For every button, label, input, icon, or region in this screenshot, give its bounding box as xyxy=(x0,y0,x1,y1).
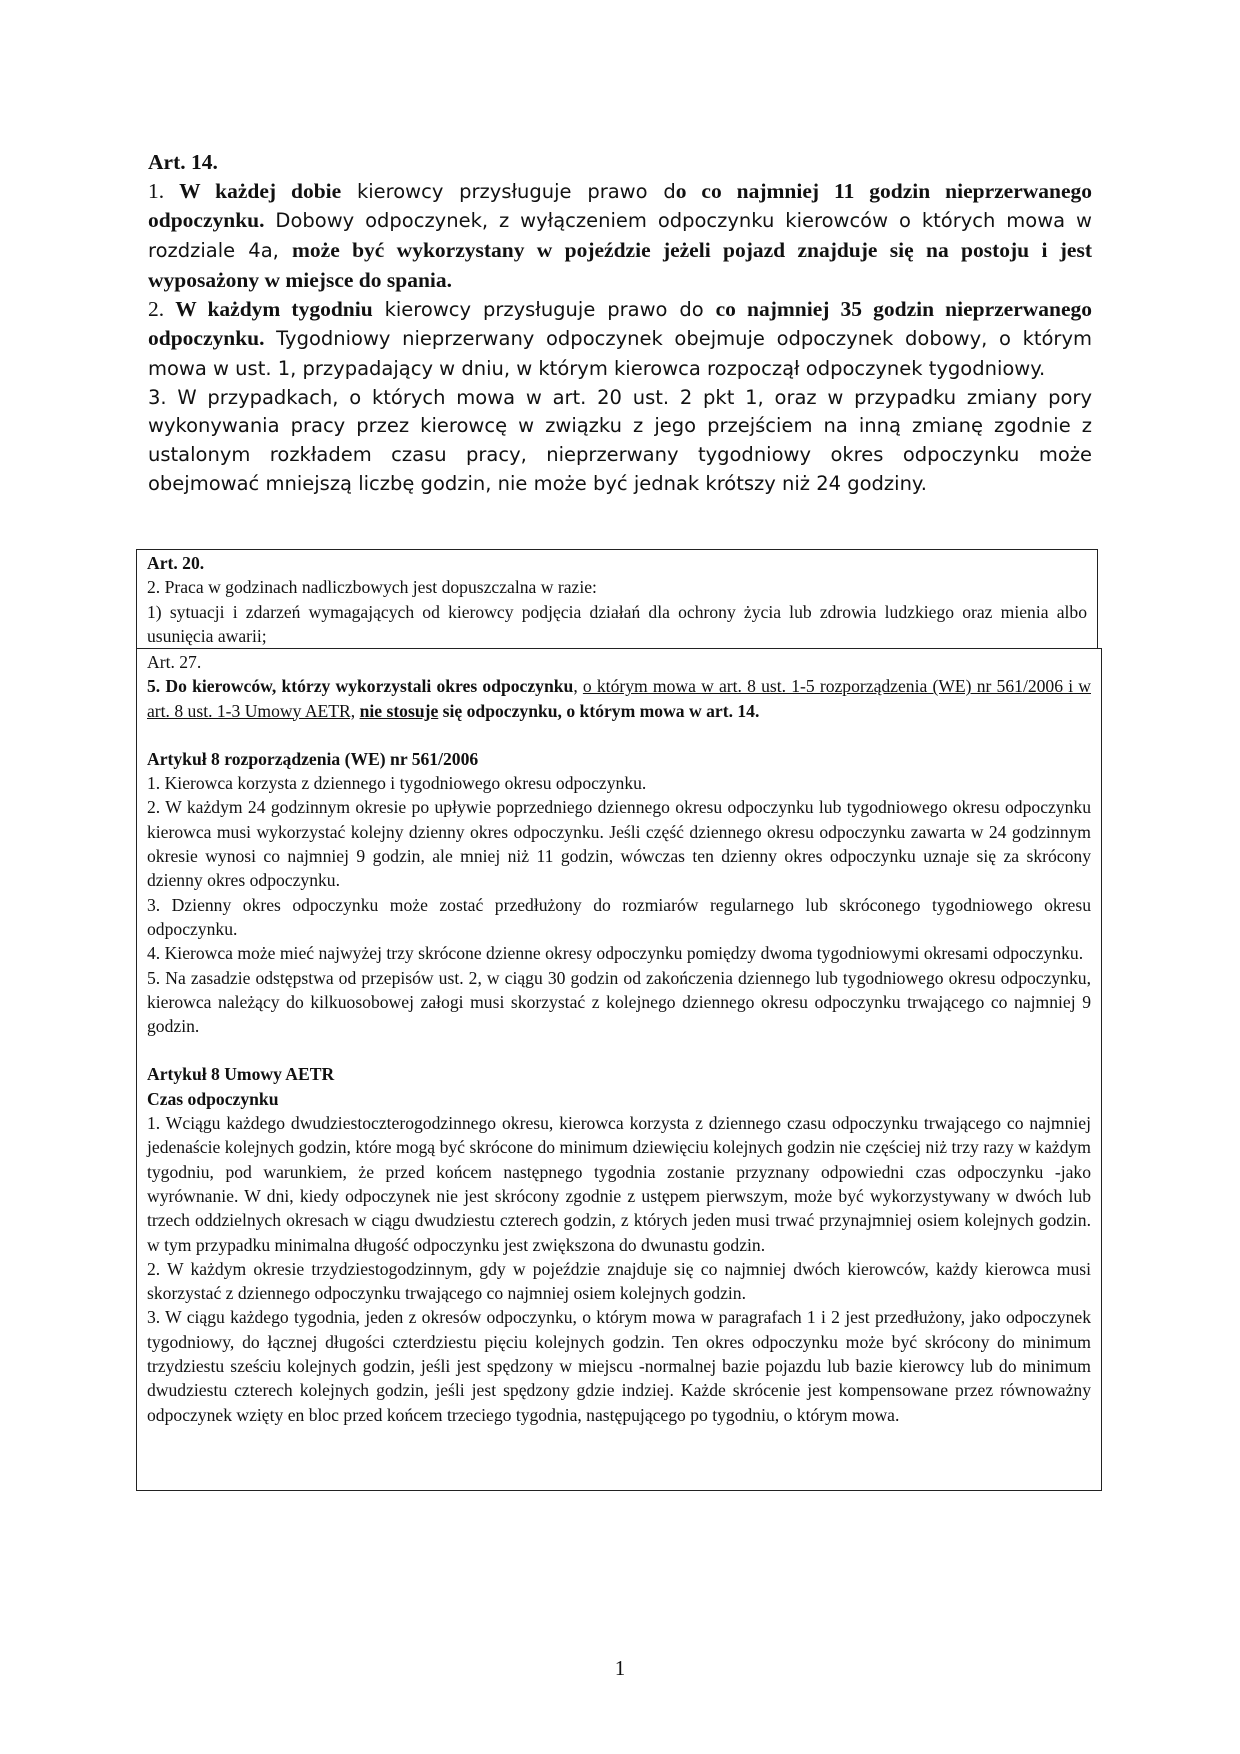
article-14-section xyxy=(148,148,1092,498)
regulation-561-item: 4. Kierowca może mieć najwyżej trzy skrócone dzienne okresy odpoczynku pomiędzy dwoma tygodniowymi okresami odpoczynku. xyxy=(147,943,1084,964)
article-20-box xyxy=(136,549,1098,649)
regulation-561-heading: Artykuł 8 rozporządzenia (WE) nr 561/2006 xyxy=(147,748,479,769)
article-14-paragraph-3: 3. W przypadkach, o których mowa w art. 20 ust. 2 pkt 1, oraz w przypadku zmiany pory wykonywania pracy przez kierowcę w związku z jego przejściem na inną zmianę zgodnie z ustalonym rozkładem czasu pracy, nieprzerwany tygodniowy okres odpoczynku może obejmować mniejszą liczbę godzin, nie może być jednak krótszy niż 24 godziny. xyxy=(148,385,1092,495)
page-number: 1 xyxy=(614,1656,626,1680)
regulation-561-item: 2. W każdym 24 godzinnym okresie po upływie poprzedniego dziennego okresu odpoczynku lub tygodniowego okresu odpoczynku kierowca musi wykorzystać kolejny dzienny okres odpoczynku. Jeśli część dziennego okresu odpoczynku zawarta w 24 godzinnym okresie wynosi co najmniej 9 godzin, ale mniej niż 11 godzin, wówczas ten dzienny okres odpoczynku uznaje się za skrócony dzienny okres odpoczynku. xyxy=(147,797,1091,891)
aetr-item: 2. W każdym okresie trzydziestogodzinnym, gdy w pojeździe znajduje się co najmniej dwóch kierowców, każdy kierowca musi skorzystać z dziennego odpoczynku trwającego co najmniej osiem kolejnych godzin. xyxy=(147,1258,1091,1304)
regulation-561-item: 3. Dzienny okres odpoczynku może zostać przedłużony do rozmiarów regularnego lub skróconego tygodniowego okresu odpoczynku. xyxy=(147,894,1091,939)
aetr-heading: Artykuł 8 Umowy AETR xyxy=(147,1064,335,1085)
article-20-paragraph-2: 2. Praca w godzinach nadliczbowych jest dopuszczalna w razie: xyxy=(147,577,597,598)
article-20-point-1: 1) sytuacji i zdarzeń wymagających od kierowcy podjęcia działań dla ochrony życia lub zdrowia ludzkiego oraz mienia albo usunięcia awarii; xyxy=(147,601,1087,646)
aetr-item: 3. W ciągu każdego tygodnia, jeden z okresów odpoczynku, o którym mowa w paragrafach 1 i 2 jest przedłużony, jako odpoczynek tygodniowy, do łącznej długości czterdziestu pięciu kolejnych godzin. Ten okres odpoczynku może być skrócony do minimum trzydziestu sześciu kolejnych godzin, jeśli jest spędzony w miejscu -normalnej bazie pojazdu lub bazie kierowcy lub do minimum dwudziestu czterech kolejnych godzin, jeśli jest spędzony gdzie indziej. Każde skrócenie jest kompensowane przez równoważny odpoczynek wzięty en bloc przed końcem trzeciego tygodnia, następującego po tygodniu, o którym mowa. xyxy=(147,1307,1091,1425)
regulation-561-item: 1. Kierowca korzysta z dziennego i tygodniowego okresu odpoczynku. xyxy=(147,773,647,794)
article-27-paragraph-5: 5. Do kierowców, którzy wykorzystali okres odpoczynku, o którym mowa w art. 8 ust. 1-5 rozporządzenia (WE) nr 561/2006 i w art. 8 ust. 1-3 Umowy AETR, nie stosuje się odpoczynku, o którym mowa w art. 14. xyxy=(147,676,1091,721)
aetr-subheading: Czas odpoczynku xyxy=(147,1088,279,1109)
aetr-item: 1. Wciągu każdego dwudziestoczterogodzinnego okresu, kierowca korzysta z dziennego czasu odpoczynku trwającego co najmniej jedenaście kolejnych godzin, które mogą być skrócone do minimum dziewięciu kolejnych godzin nie częściej niż trzy razy w każdym tygodniu, pod warunkiem, że przed końcem następnego tygodnia zostanie przyznany odpowiedni czas odpoczynku -jako wyrównanie. W dni, kiedy odpoczynek nie jest skrócony zgodnie z ustępem pierwszym, może być wykorzystywany w dwóch lub trzech oddzielnych okresach w ciągu dwudziestu czterech godzin, z których jeden musi trwać przynajmniej osiem kolejnych godzin. w tym przypadku minimalna długość odpoczynku jest zwiększona do dwunastu godzin. xyxy=(147,1113,1091,1255)
article-27-box xyxy=(136,648,1102,1491)
spacer xyxy=(147,1038,1091,1062)
article-14-paragraph-1: 1. W każdej dobie kierowcy przysługuje prawo do co najmniej 11 godzin nieprzerwanego odpoczynku. Dobowy odpoczynek, z wyłączeniem odpoczynku kierowców o których mowa w rozdziale 4a, może być wykorzystany w pojeździe jeżeli pojazd znajduje się na postoju i jest wyposażony w miejsce do spania. xyxy=(148,178,1093,292)
regulation-561-item: 5. Na zasadzie odstępstwa od przepisów ust. 2, w ciągu 30 godzin od zakończenia dziennego lub tygodniowego okresu odpoczynku, kierowca należący do kilkuosobowej załogi musi skorzystać z kolejnego dziennego okresu odpoczynku trwającego co najmniej 9 godzin. xyxy=(147,967,1091,1037)
article-20-heading: Art. 20. xyxy=(147,553,205,573)
article-14-heading: Art. 14. xyxy=(148,150,218,174)
spacer xyxy=(147,723,1091,747)
article-27-heading: Art. 27. xyxy=(147,652,202,672)
referenced-articles xyxy=(136,549,1102,1491)
article-14-paragraph-2: 2. W każdym tygodniu kierowcy przysługuje prawo do co najmniej 35 godzin nieprzerwanego odpoczynku. Tygodniowy nieprzerwany odpoczynek obejmuje odpoczynek dobowy, o którym mowa w ust. 1, przypadający w dniu, w którym kierowca rozpoczął odpoczynek tygodniowy. xyxy=(148,296,1093,380)
